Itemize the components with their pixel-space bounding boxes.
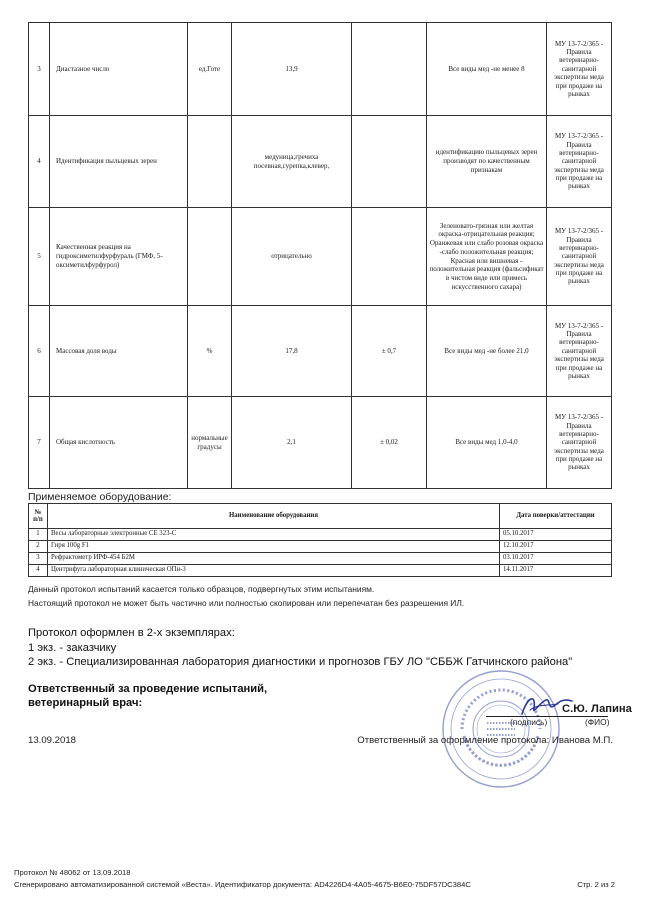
- equipment-num-cell: 2: [29, 541, 48, 553]
- footer-page-number: Стр. 2 из 2: [577, 880, 615, 889]
- result-row: [29, 397, 612, 489]
- equipment-date-cell: 03.10.2017: [500, 553, 612, 565]
- result-num-cell: 6: [29, 306, 50, 397]
- result-indicator-cell: Массовая доля воды: [50, 306, 188, 397]
- result-method-cell: МУ 13-7-2/365 - Правила ветеринарно-санитарной экспертизы меда при продаже на рынках: [547, 23, 612, 116]
- equipment-col-name: Наименование оборудования: [48, 504, 500, 529]
- note-line-1: Данный протокол испытаний касается только образцов, подвергнутых этим испытаниям.: [28, 584, 375, 594]
- copies-item-1: 1 экз. - заказчику: [28, 642, 117, 654]
- note-line-2: Настоящий протокол не может быть частично или полностью скопирован или перепечатан без разрешения ИЛ.: [28, 598, 465, 608]
- equipment-num-cell: 1: [29, 529, 48, 541]
- result-value-cell: 2,1: [232, 397, 352, 489]
- equipment-row: [29, 553, 612, 565]
- equipment-num-cell: 4: [29, 565, 48, 577]
- result-row: [29, 208, 612, 306]
- signature-caption: (подпись): [510, 717, 548, 727]
- prepared-by: Ответственный за оформление протокола: Иванова М.П.: [357, 735, 613, 746]
- result-num-cell: 4: [29, 116, 50, 208]
- result-error-cell: ± 0,02: [352, 397, 427, 489]
- equipment-col-date: Дата поверки/аттестации: [500, 504, 612, 529]
- equipment-heading: Применяемое оборудование:: [28, 491, 172, 503]
- footer-generated-by: Сгенерировано автоматизированной системой «Веста». Идентификатор документа: AD4226D4-4A05-4675-B6E0-75DF57DC384C: [14, 880, 471, 889]
- result-norm-cell: Все виды мед -не менее 8: [427, 23, 547, 116]
- equipment-date-cell: 14.11.2017: [500, 565, 612, 577]
- result-norm-cell: Все виды мед -не более 21,0: [427, 306, 547, 397]
- result-error-cell: ± 0,7: [352, 306, 427, 397]
- result-method-cell: МУ 13-7-2/365 - Правила ветеринарно-санитарной экспертизы меда при продаже на рынках: [547, 306, 612, 397]
- fio-caption: (ФИО): [585, 717, 610, 727]
- result-value-cell: медуница,гречиха посевная,сурепка,клевер,: [232, 116, 352, 208]
- equipment-num-cell: 3: [29, 553, 48, 565]
- equipment-col-num: № п/п: [29, 504, 48, 529]
- result-error-cell: [352, 116, 427, 208]
- equipment-table: [28, 503, 612, 577]
- result-error-cell: [352, 23, 427, 116]
- equipment-row: [29, 529, 612, 541]
- copies-item-2: 2 экз. - Специализированная лаборатория диагностики и прогнозов ГБУ ЛО "СББЖ Гатчинского района": [28, 656, 573, 668]
- copies-title: Протокол оформлен в 2-х экземплярах:: [28, 627, 235, 639]
- equipment-name-cell: Гиря 100g F1: [48, 541, 500, 553]
- equipment-header-row: [29, 504, 612, 529]
- equipment-name-cell: Весы лабораторные электронные СЕ 323-С: [48, 529, 500, 541]
- result-unit-cell: %: [188, 306, 232, 397]
- result-method-cell: МУ 13-7-2/365 - Правила ветеринарно-санитарной экспертизы меда при продаже на рынках: [547, 208, 612, 306]
- equipment-name-cell: Рефрактометр ИРФ-454 Б2М: [48, 553, 500, 565]
- result-norm-cell: идентификацию пыльцевых зерен производят по качественным признакам: [427, 116, 547, 208]
- result-indicator-cell: Идентификация пыльцевых зерен: [50, 116, 188, 208]
- equipment-name-cell: Центрифуга лабораторная клиническая ОПн-3: [48, 565, 500, 577]
- result-value-cell: отрицательно: [232, 208, 352, 306]
- result-value-cell: 17,8: [232, 306, 352, 397]
- equipment-date-cell: 05.10.2017: [500, 529, 612, 541]
- result-unit-cell: нормальные градусы: [188, 397, 232, 489]
- responsible-label-1: Ответственный за проведение испытаний,: [28, 683, 268, 695]
- responsible-name: С.Ю. Лапина: [562, 703, 632, 715]
- result-num-cell: 5: [29, 208, 50, 306]
- result-indicator-cell: Общая кислотность: [50, 397, 188, 489]
- result-method-cell: МУ 13-7-2/365 - Правила ветеринарно-санитарной экспертизы меда при продаже на рынках: [547, 397, 612, 489]
- equipment-row: [29, 565, 612, 577]
- result-unit-cell: [188, 208, 232, 306]
- result-norm-cell: Зеленовато-грязная или желтая окраска-отрицательная реакция; Оранжевая или слабо розовая окраска -слабо положительная реакция; Красная или вишневая - положительная реакция (фальсификат в чистом виде или примесь искусственного сахара): [427, 208, 547, 306]
- equipment-row: [29, 541, 612, 553]
- result-unit-cell: [188, 116, 232, 208]
- footer-protocol-number: Протокол № 48062 от 13.09.2018: [14, 868, 131, 877]
- result-indicator-cell: Качественная реакция на гидроксиметилфурфураль (ГМФ, 5-оксиметилфурфурол): [50, 208, 188, 306]
- result-row: [29, 306, 612, 397]
- result-row: [29, 23, 612, 116]
- result-error-cell: [352, 208, 427, 306]
- equipment-date-cell: 12.10.2017: [500, 541, 612, 553]
- responsible-label-2: ветеринарный врач:: [28, 697, 143, 709]
- result-unit-cell: ед.Готе: [188, 23, 232, 116]
- result-indicator-cell: Диастазное число: [50, 23, 188, 116]
- protocol-date: 13.09.2018: [28, 735, 77, 746]
- results-table: [28, 22, 612, 489]
- result-method-cell: МУ 13-7-2/365 - Правила ветеринарно-санитарной экспертизы меда при продаже на рынках: [547, 116, 612, 208]
- result-num-cell: 3: [29, 23, 50, 116]
- result-norm-cell: Все виды мед 1,0-4,0: [427, 397, 547, 489]
- round-stamp-image: [440, 668, 562, 790]
- result-num-cell: 7: [29, 397, 50, 489]
- result-row: [29, 116, 612, 208]
- result-value-cell: 13,9: [232, 23, 352, 116]
